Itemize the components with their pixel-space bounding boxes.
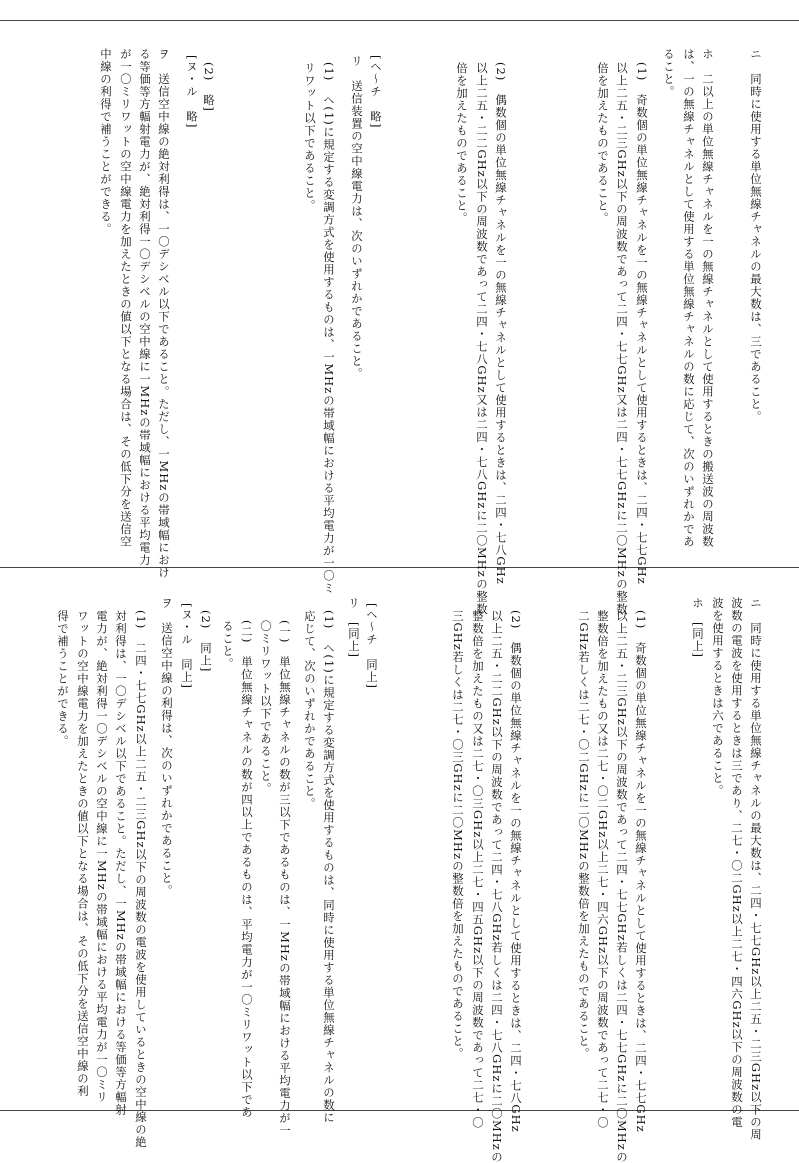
lower-col: ホ [同上]	[691, 597, 705, 659]
upper-col: ホ 二以上の単位無線チャネルを一の無線チャネルとして使用するときの搬送波の周波数	[701, 48, 715, 548]
upper-col: (1) ヘ(1)に規定する変調方式を使用するものは、一MHzの帯域幅における平均電力が一〇ミ	[322, 62, 336, 595]
upper-col: 倍を加えたものであること。	[455, 62, 469, 225]
upper-col: ること。	[662, 48, 676, 98]
upper-col: る等価等方輻射電力が、絶対利得一〇デシベルの空中線に一MHzの帯域幅における平均電力	[138, 48, 152, 567]
lower-col: 以上二五・二二GHz以下の周波数であって二四・七八GHz若しくは二四・七八GHzに二〇MHzの	[490, 610, 504, 1163]
lower-col: 整数倍を加えたもの又は二七・〇三GHz以上二七・四五GHz以下の周波数であって二七・〇	[471, 610, 485, 1130]
lower-col: [ヘ〜チ 同上]	[365, 603, 379, 690]
lower-col: リ [同上]	[347, 597, 361, 659]
upper-col: (2) 偶数個の単位無線チャネルを一の無線チャネルとして使用するときは、二四・七八GHz	[494, 62, 508, 585]
lower-col: (2) 偶数個の単位無線チャネルを一の無線チャネルとして使用するときは、二四・七八GHz	[509, 610, 523, 1133]
upper-col: (1) 奇数個の単位無線チャネルを一の無線チャネルとして使用するときは、二四・七七GHz	[635, 62, 649, 585]
upper-col: 倍を加えたものであること。	[596, 62, 610, 225]
lower-col: (1) 二四・七七GHz以上二五・二三GHz以下の周波数の電波を使用しているときの空中線の絶	[134, 610, 148, 1149]
lower-col: ワットの空中線電力を加えたときの値以下となる場合は、その低下分を送信空中線の利	[76, 610, 90, 1098]
lower-col: 二GHz若しくは二七・〇二GHzに二〇MHzの整数倍を加えたものであること。	[577, 610, 591, 1061]
lower-col: 以上二五・二三GHz以下の周波数であって二四・七七GHz若しくは二四・七七GHzに二〇MHzの	[615, 610, 629, 1163]
upper-col: [ヘ〜チ 略]	[369, 55, 383, 129]
upper-col: が一〇ミリワットの空中線電力を加えたときの値以下となる場合は、その低下分を送信空	[119, 48, 133, 548]
top-rule	[0, 20, 799, 21]
lower-col: 波を使用するときは六であること。	[711, 597, 725, 797]
lower-col: 三GHz若しくは二七・〇三GHzに二〇MHzの整数倍を加えたものであること。	[451, 610, 465, 1061]
upper-col: 以上二五・二二GHz以下の周波数であって二四・七八GHz又は二四・七八GHzに二〇MHzの整数	[475, 62, 489, 616]
lower-col: 電力が、絶対利得一〇デシベルの空中線に一MHzの帯域幅における平均電力が一〇ミリ	[95, 610, 109, 1104]
upper-col: ヲ 送信空中線の絶対利得は、一〇デシベル以下であること。ただし、一MHzの帯域幅におけ	[157, 48, 171, 579]
upper-col: ニ 同時に使用する単位無線チャネルの最大数は、三であること。	[749, 48, 763, 423]
lower-col: 波数の電波を使用するときは三であり、二七・〇二GHz以上二七・四六GHz以下の周波数の電	[730, 597, 744, 1129]
upper-col: は、一の無線チャネルとして使用する単位無線チャネルの数に応じて、次のいずれかであ	[682, 48, 696, 548]
lower-col: [ヌ・ル 同上]	[180, 603, 194, 690]
upper-col: (2) 略]	[202, 62, 216, 112]
upper-col: リ 送信装置の空中線電力は、次のいずれかであること。	[350, 55, 364, 380]
lower-col: (2) 同上]	[199, 610, 213, 673]
lower-col: 対利得は、一〇デシベル以下であること。ただし、一MHzの帯域幅における等価等方輻射	[114, 610, 128, 1116]
lower-col: ニ 同時に使用する単位無線チャネルの最大数は、二四・七七GHz以上二五・二三GHz以下の周	[749, 597, 763, 1142]
lower-col: 整数倍を加えたもの又は二七・〇二GHz以上二七・四六GHz以下の周波数であって二七・〇	[596, 610, 610, 1130]
lower-col: 応じて、次のいずれかであること。	[303, 610, 317, 810]
upper-col: 中線の利得で補うことができる。	[99, 48, 113, 236]
upper-col: [ヌ・ル 略]	[185, 55, 199, 129]
lower-col: (1) 奇数個の単位無線チャネルを一の無線チャネルとして使用するときは、二四・七七GHz	[634, 610, 648, 1133]
lower-col: ること。	[221, 620, 235, 670]
lower-col: 得で補うことができる。	[56, 610, 70, 748]
middle-rule	[0, 567, 799, 568]
upper-col: 以上二五・二三GHz以下の周波数であって二四・七七GHz又は二四・七七GHzに二〇MHzの整数	[615, 62, 629, 616]
lower-col: (一) 単位無線チャネルの数が三以下であるものは、一MHzの帯域幅における平均電力が一	[278, 620, 292, 1137]
upper-col: リワット以下であること。	[303, 62, 317, 212]
lower-col: ヲ 送信空中線の利得は、次のいずれかであること。	[160, 597, 174, 897]
lower-col: (二) 単位無線チャネルの数が四以上であるものは、平均電力が一〇ミリワット以下であ	[240, 620, 254, 1119]
lower-col: 〇ミリワット以下であること。	[259, 620, 273, 795]
lower-col: (1) ヘ(1)に規定する変調方式を使用するものは、同時に使用する単位無線チャネルの数に	[322, 610, 336, 1124]
